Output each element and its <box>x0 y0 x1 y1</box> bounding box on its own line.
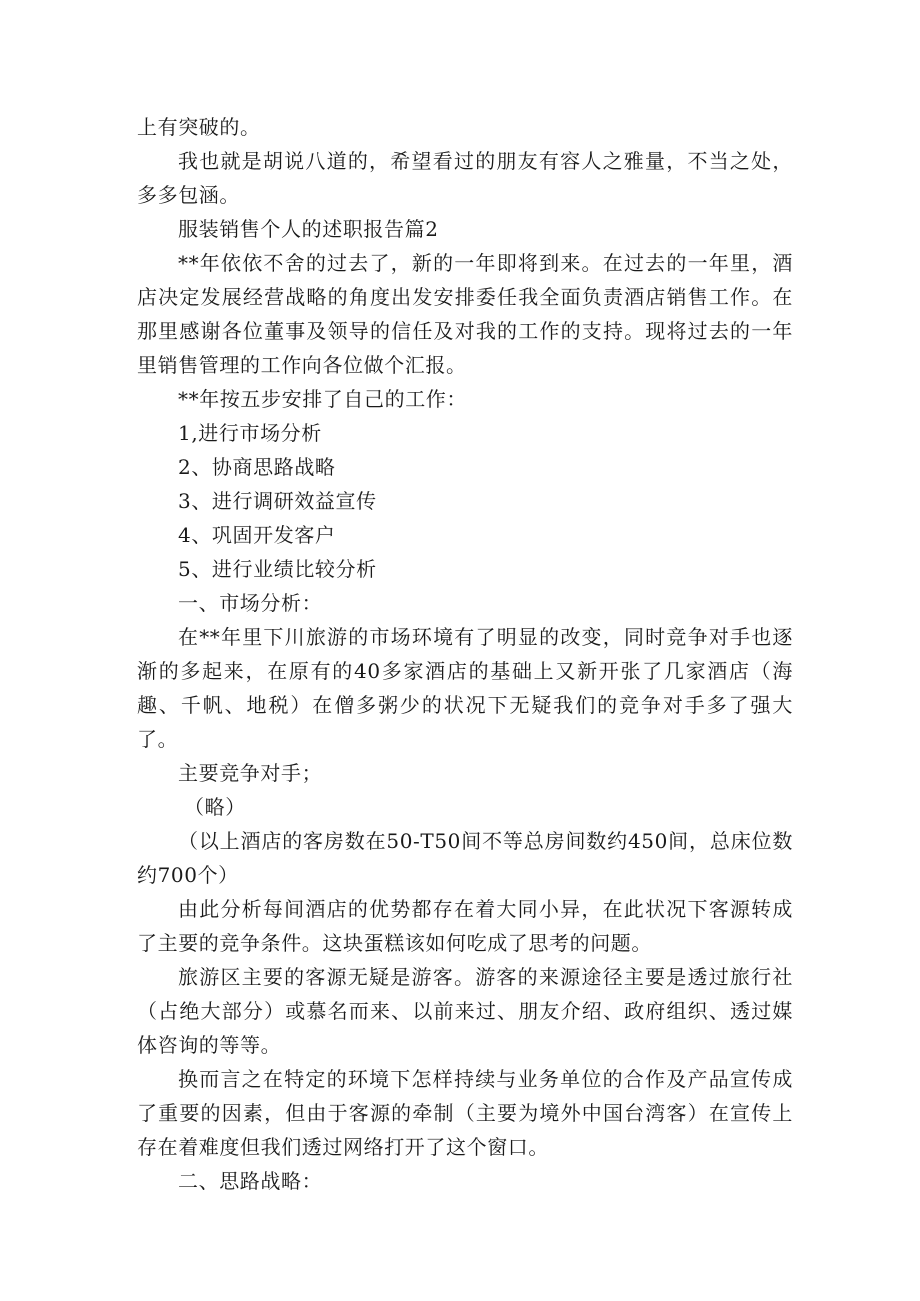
list-item: 5、进行业绩比较分析 <box>178 557 377 581</box>
paragraph: 主要竞争对手； <box>178 761 323 785</box>
section-title: 服装销售个人的述职报告篇2 <box>178 217 439 241</box>
paragraph: 我也就是胡说八道的，希望看过的朋友有容人之雅量，不当之处，多多包涵。 <box>137 149 793 207</box>
section-heading: 一、市场分析： <box>178 591 323 615</box>
list-item: 2、协商思路战略 <box>178 455 336 479</box>
paragraph: （以上酒店的客房数在50-T50间不等总房间数约450间，总床位数约700个） <box>137 829 793 887</box>
paragraph: 上有突破的。 <box>137 115 261 139</box>
paragraph: **年按五步安排了自己的工作： <box>178 387 467 411</box>
paragraph: 旅游区主要的客源无疑是游客。游客的来源途径主要是透过旅行社（占绝大部分）或慕名而来、以前来过、朋友介绍、政府组织、透过媒体咨询的等等。 <box>137 965 793 1057</box>
section-heading: 二、思路战略： <box>178 1169 323 1193</box>
document-body <box>137 110 793 1198</box>
list-item: 4、巩固开发客户 <box>178 523 336 547</box>
list-item: 1,进行市场分析 <box>178 421 322 445</box>
paragraph: 换而言之在特定的环境下怎样持续与业务单位的合作及产品宣传成了重要的因素，但由于客源的牵制（主要为境外中国台湾客）在宣传上存在着难度但我们透过网络打开了这个窗口。 <box>137 1067 793 1159</box>
list-item: 3、进行调研效益宣传 <box>178 489 377 513</box>
paragraph: 在**年里下川旅游的市场环境有了明显的改变，同时竞争对手也逐渐的多起来，在原有的40多家酒店的基础上又新开张了几家酒店（海趣、千帆、地税）在僧多粥少的状况下无疑我们的竞争对手多了强大了。 <box>137 625 793 751</box>
paragraph: **年依依不舍的过去了，新的一年即将到来。在过去的一年里，酒店决定发展经营战略的角度出发安排委任我全面负责酒店销售工作。在那里感谢各位董事及领导的信任及对我的工作的支持。现将过去的一年里销售管理的工作向各位做个汇报。 <box>137 251 793 377</box>
paragraph: 由此分析每间酒店的优势都存在着大同小异，在此状况下客源转成了主要的竞争条件。这块蛋糕该如何吃成了思考的问题。 <box>137 897 793 955</box>
paragraph: （略） <box>184 795 246 819</box>
